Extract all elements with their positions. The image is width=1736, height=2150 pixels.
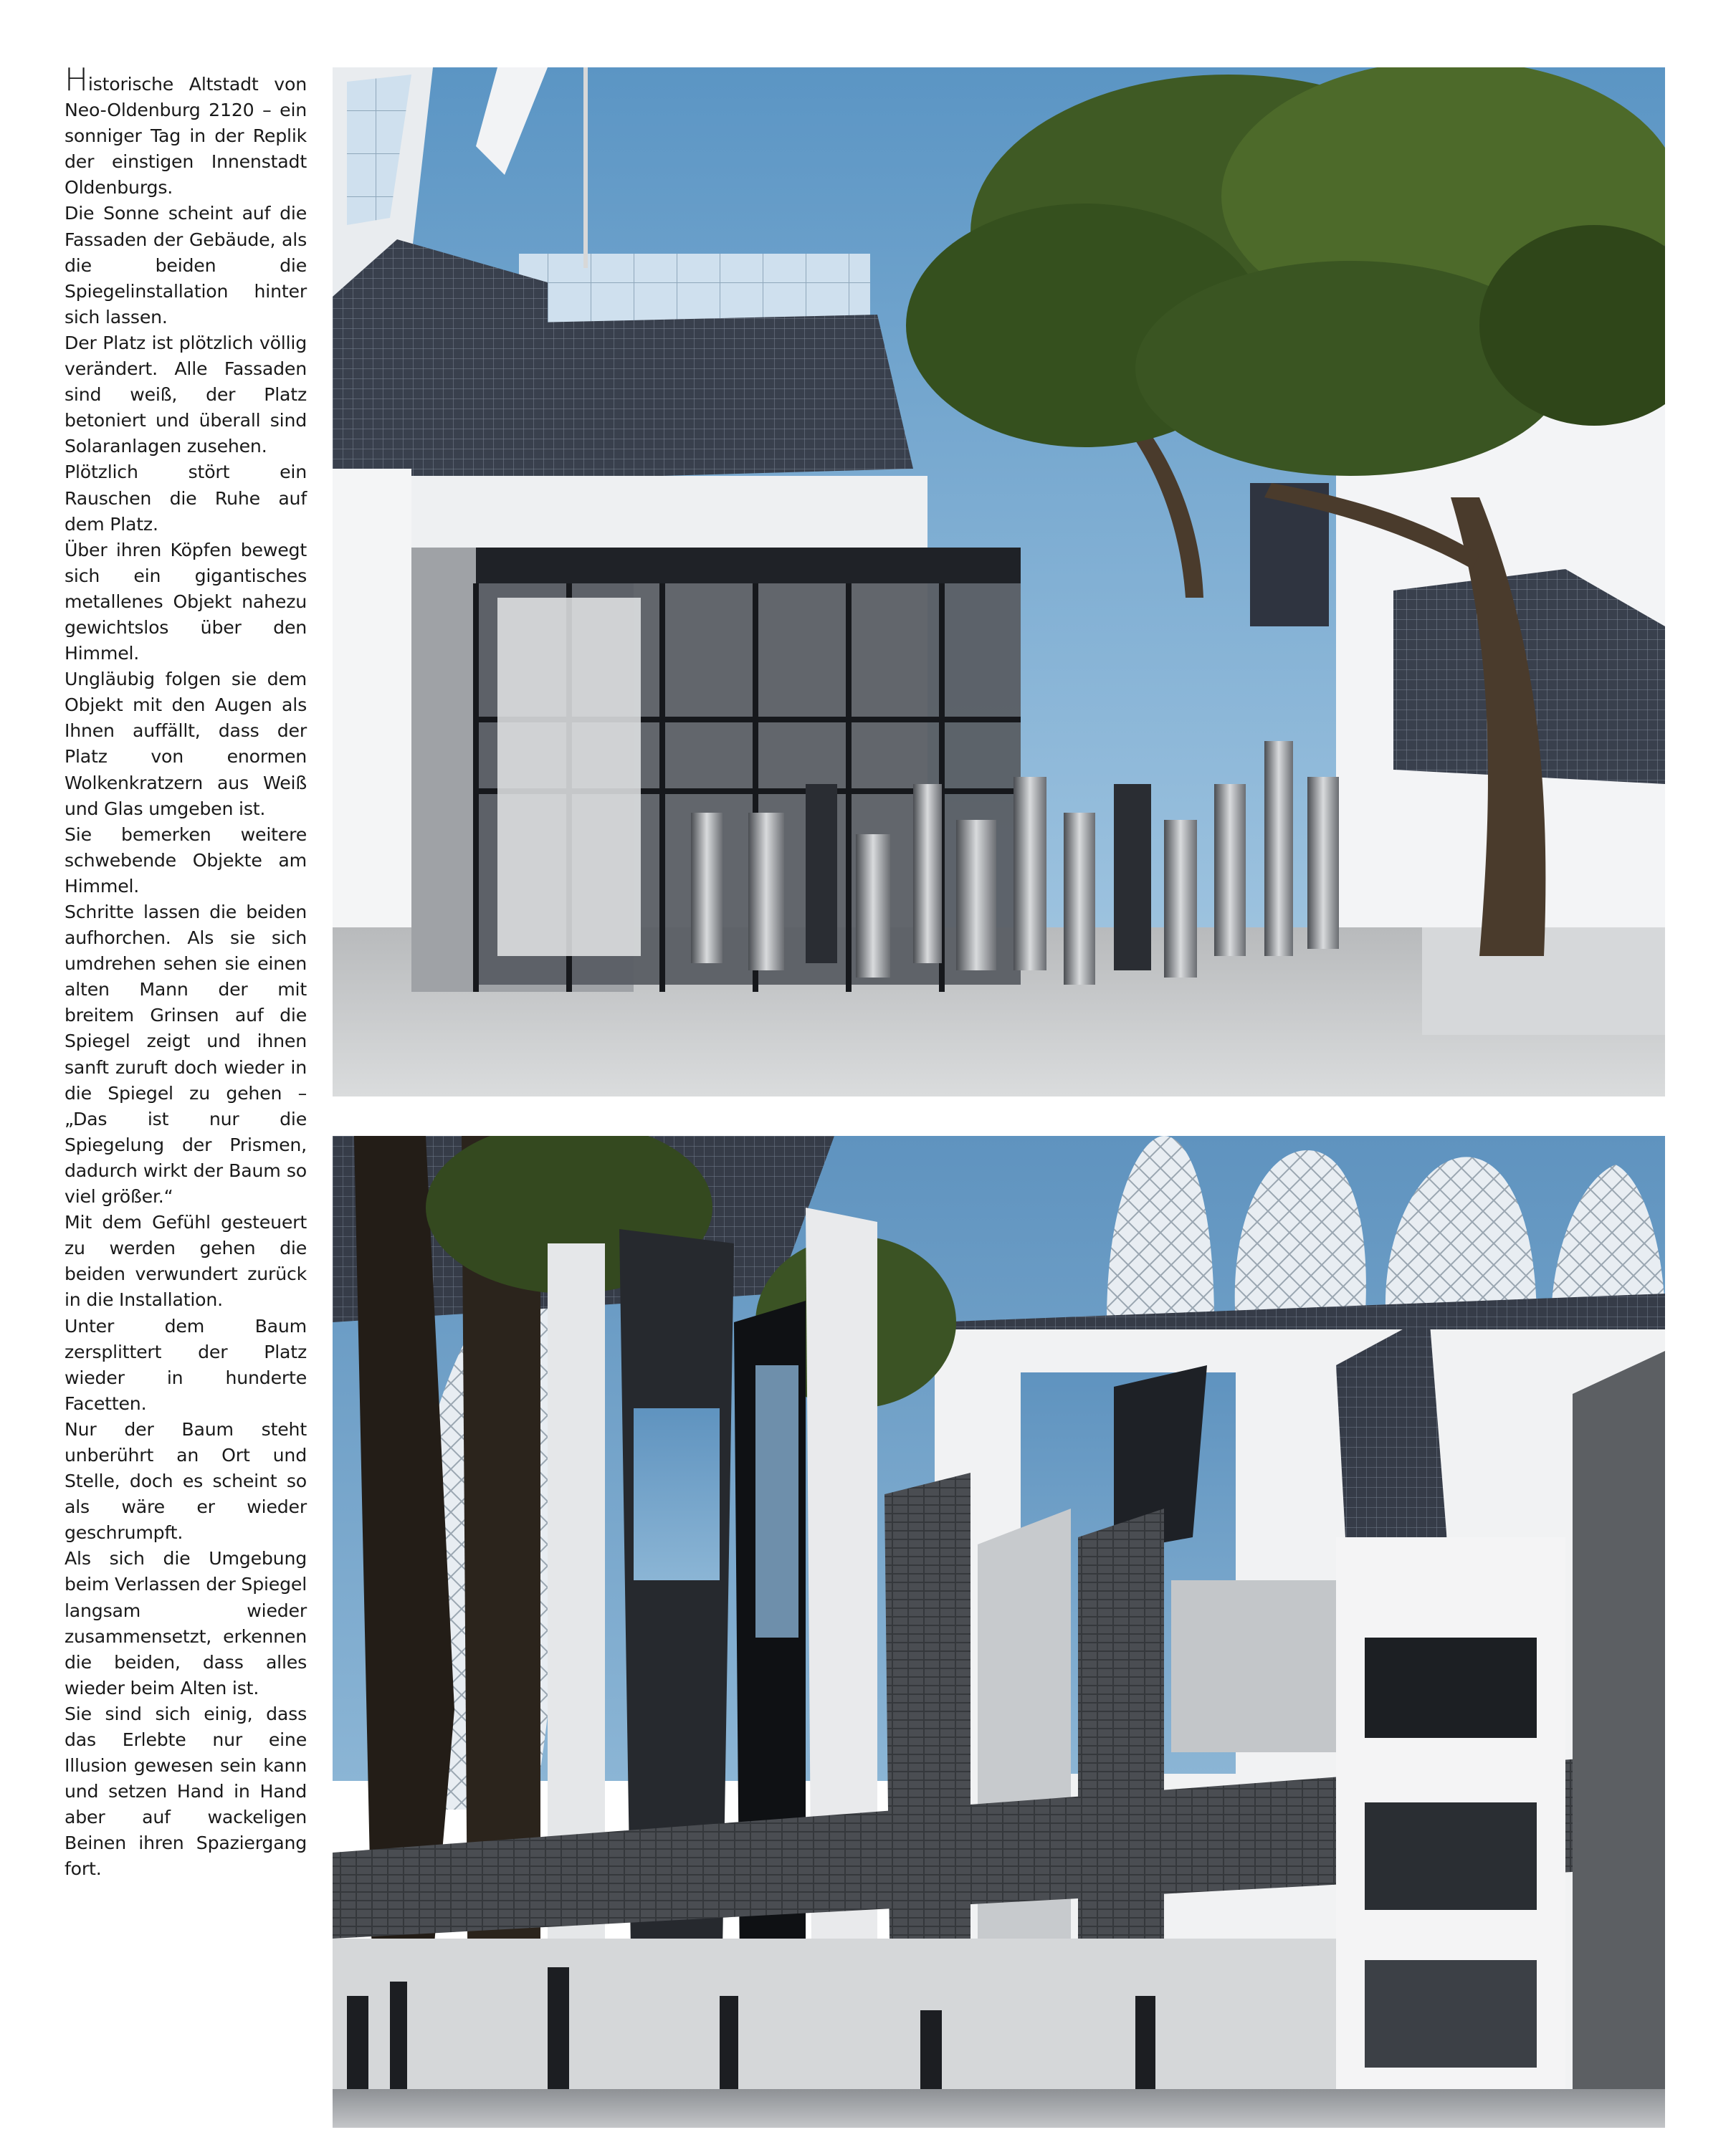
pavilion-roof-edge	[476, 548, 1021, 583]
story-paragraph: Unter dem Baum zersplittert der Platz wieder in hunderte Facetten.	[65, 1315, 307, 1414]
story-paragraph: Sie sind sich einig, dass das Erlebte nur eine Illusion gewesen sein kann und setzen Hand in Hand aber auf wackeligen Beinen ihren Spaziergang fort.	[65, 1703, 307, 1880]
story-paragraph: Als sich die Umgebung beim Verlassen der Spiegel langsam wieder zusammensetzt, erkennen die beiden, dass alles wieder beim Alten ist.	[65, 1548, 307, 1698]
pavilion-reflection	[497, 598, 641, 956]
story-paragraph: Die Sonne scheint auf die Fassaden der Gebäude, als die beiden die Spiegelinstallation hinter sich lassen.	[65, 203, 307, 328]
building-window	[1365, 1802, 1537, 1910]
solar-roof-main	[411, 315, 913, 483]
drop-cap: H	[65, 62, 88, 98]
dark-facade-right	[1573, 1351, 1665, 2128]
story-text-column	[65, 62, 307, 1883]
story-paragraph: Ungläubig folgen sie dem Objekt mit den Augen als Ihnen auffällt, dass der Platz von enormen Wolkenkratzern aus Weiß und Glas umgeben ist.	[65, 669, 307, 819]
story-paragraph-text: istorische Altstadt von Neo-Oldenburg 2120 – ein sonniger Tag in der Replik der einstigen Innenstadt Oldenburgs.	[65, 74, 307, 199]
story-paragraph: Nur der Baum steht unberührt an Ort und Stelle, doch es scheint so als wäre er wieder geschrumpft.	[65, 1418, 307, 1544]
story-paragraph: Schritte lassen die beiden aufhorchen. Als sie sich umdrehen sehen sie einen alten Mann der mit breitem Grinsen auf die Spiegel zeigt und ihnen sanft zuruft doch wieder in die Spiegel zu gehen –„Das ist nur die Spiegelung der Prismen, dadurch wirkt der Baum so viel größer.“	[65, 902, 307, 1208]
building-window	[1365, 1960, 1537, 2068]
ground	[333, 2089, 1665, 2128]
render-plaza-sunny-day	[333, 67, 1665, 1096]
render-plaza-illustration	[333, 67, 1665, 1096]
antenna-pole	[583, 67, 588, 268]
story-paragraph: Der Platz ist plötzlich völlig verändert. Alle Fassaden sind weiß, der Platz betoniert und überall sind Solaranlagen zusehen.	[65, 332, 307, 457]
story-paragraph: Mit dem Gefühl gesteuert zu werden gehen die beiden verwundert zurück in die Installation.	[65, 1212, 307, 1311]
building-window	[1365, 1638, 1537, 1738]
story-paragraph: Sie bemerken weitere schwebende Objekte am Himmel.	[65, 823, 307, 897]
story-paragraph: Über ihren Köpfen bewegt sich ein gigantisches metallenes Objekt nahezu gewichtslos über den Himmel.	[65, 539, 307, 664]
story-paragraph	[65, 62, 307, 201]
story-paragraph: Plötzlich stört ein Rauschen die Ruhe auf dem Platz.	[65, 462, 307, 535]
render-mirror-illustration	[333, 1136, 1665, 2128]
render-mirror-installation	[333, 1136, 1665, 2128]
